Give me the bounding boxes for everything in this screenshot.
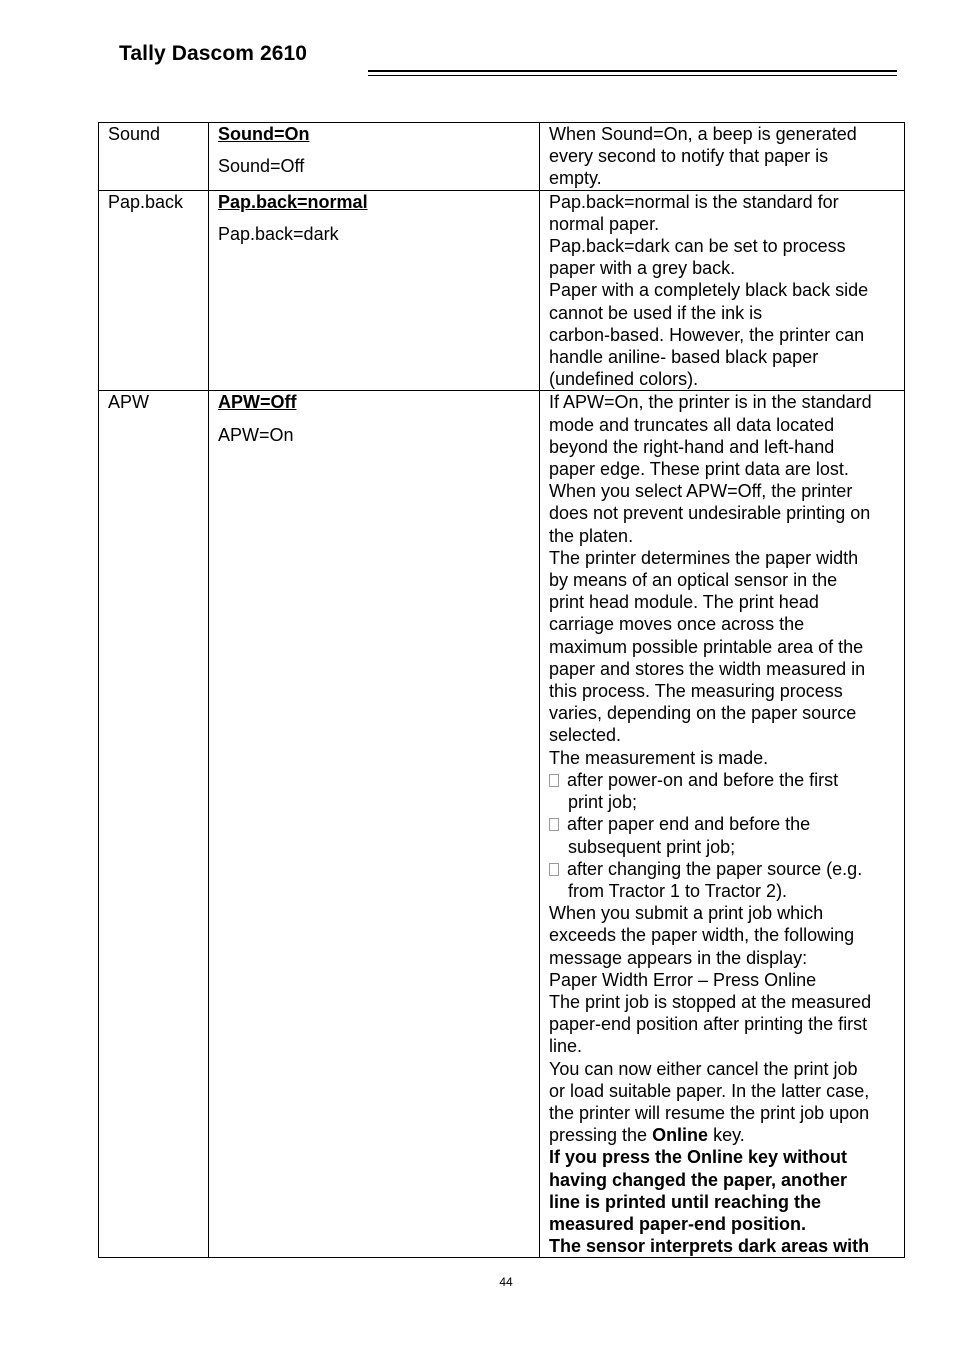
setting-name: Sound xyxy=(108,124,161,144)
description-line: The printer determines the paper width xyxy=(549,547,859,568)
description-line: or load suitable paper. In the latter case, xyxy=(549,1080,870,1101)
description-line: carbon-based. However, the printer can xyxy=(549,324,865,345)
setting-options-cell xyxy=(209,123,540,191)
alt-option: APW=On xyxy=(218,424,294,445)
checkbox-bullet-icon xyxy=(549,818,559,831)
table-row-pap-back xyxy=(99,190,905,391)
description-line: handle aniline- based black paper xyxy=(549,347,819,368)
alt-option: Sound=Off xyxy=(218,156,305,177)
display-message: Paper Width Error – Press Online xyxy=(549,969,817,990)
description-line: Pap.back=dark can be set to process xyxy=(549,236,846,257)
description-line: the platen. xyxy=(549,525,634,546)
description-line: Pap.back=normal is the standard for xyxy=(549,191,839,212)
setting-description-cell xyxy=(540,123,905,191)
description-line: message appears in the display: xyxy=(549,947,808,968)
description-line: paper with a grey back. xyxy=(549,258,736,279)
description-line: The print job is stopped at the measured xyxy=(549,991,872,1012)
description-line: paper and stores the width measured in xyxy=(549,658,866,679)
description-line: Paper with a completely black back side xyxy=(549,280,869,301)
description-line: If APW=On, the printer is in the standard xyxy=(549,392,872,413)
bullet-item xyxy=(549,769,896,791)
setting-name-cell xyxy=(99,123,209,191)
description-line: this process. The measuring process xyxy=(549,681,843,702)
setting-name: APW xyxy=(108,392,150,413)
description-line: The measurement is made. xyxy=(549,747,769,768)
description-line: mode and truncates all data located xyxy=(549,414,835,435)
bullet-item xyxy=(549,813,896,835)
bullet-text: after power-on and before the first xyxy=(567,769,839,790)
description-line: varies, depending on the paper source xyxy=(549,703,857,724)
bold-note-line: having changed the paper, another xyxy=(549,1169,848,1190)
description-line: (undefined colors). xyxy=(549,369,699,390)
description-line: You can now either cancel the print job xyxy=(549,1058,858,1079)
description-line: cannot be used if the ink is xyxy=(549,302,763,323)
table-row-apw xyxy=(99,391,905,1258)
description-line: paper edge. These print data are lost. xyxy=(549,459,849,480)
bold-note-line: measured paper-end position. xyxy=(549,1213,807,1234)
description-line: the printer will resume the print job upon xyxy=(549,1102,870,1123)
bullet-text: after paper end and before the xyxy=(567,814,811,835)
setting-options-cell xyxy=(209,190,540,391)
online-key-name: Online xyxy=(652,1125,709,1146)
bullet-continuation: subsequent print job; xyxy=(568,836,736,857)
setting-name-cell xyxy=(99,391,209,1258)
alt-option: Pap.back=dark xyxy=(218,223,339,244)
header-rule-thick xyxy=(368,70,897,72)
bold-note-line: The sensor interprets dark areas with xyxy=(549,1236,870,1257)
checkbox-bullet-icon xyxy=(549,774,559,787)
bullet-continuation: from Tractor 1 to Tractor 2). xyxy=(568,880,788,901)
setting-name: Pap.back xyxy=(108,191,184,212)
online-line-after: key. xyxy=(708,1125,745,1146)
description-line: When Sound=On, a beep is generated xyxy=(549,124,857,144)
description-line: every second to notify that paper is xyxy=(549,146,829,167)
settings-table xyxy=(98,122,905,1258)
bullet-text: after changing the paper source (e.g. xyxy=(567,858,863,879)
bullet-continuation: print job; xyxy=(568,792,638,813)
document-title: Tally Dascom 2610 xyxy=(119,42,308,65)
description-line: paper-end position after printing the first xyxy=(549,1014,868,1035)
description-line: beyond the right-hand and left-hand xyxy=(549,436,835,457)
description-line: selected. xyxy=(549,725,622,746)
default-option: APW=Off xyxy=(218,392,297,413)
description-line: When you select APW=Off, the printer xyxy=(549,481,853,502)
online-line-before: pressing the xyxy=(549,1125,653,1146)
description-line: empty. xyxy=(549,168,602,189)
setting-options-cell xyxy=(209,391,540,1258)
description-line: does not prevent undesirable printing on xyxy=(549,503,871,524)
bold-note-line: line is printed until reaching the xyxy=(549,1191,822,1212)
page-number: 44 xyxy=(499,1275,513,1289)
header-rule-thin xyxy=(368,75,897,76)
checkbox-bullet-icon xyxy=(549,863,559,876)
setting-description-cell xyxy=(540,391,905,1258)
description-line: exceeds the paper width, the following xyxy=(549,925,855,946)
bold-note-line: If you press the Online key without xyxy=(549,1147,848,1168)
online-key-line xyxy=(549,1124,896,1146)
setting-description-cell xyxy=(540,190,905,391)
bullet-item xyxy=(549,858,896,880)
description-line: carriage moves once across the xyxy=(549,614,805,635)
description-line: by means of an optical sensor in the xyxy=(549,570,838,591)
table-row-sound xyxy=(99,123,905,191)
default-option: Pap.back=normal xyxy=(218,191,368,212)
description-line: normal paper. xyxy=(549,213,660,234)
description-line: line. xyxy=(549,1036,583,1057)
default-option: Sound=On xyxy=(218,124,310,144)
description-line: print head module. The print head xyxy=(549,592,819,613)
setting-name-cell xyxy=(99,190,209,391)
description-line: When you submit a print job which xyxy=(549,903,824,924)
description-line: maximum possible printable area of the xyxy=(549,636,864,657)
